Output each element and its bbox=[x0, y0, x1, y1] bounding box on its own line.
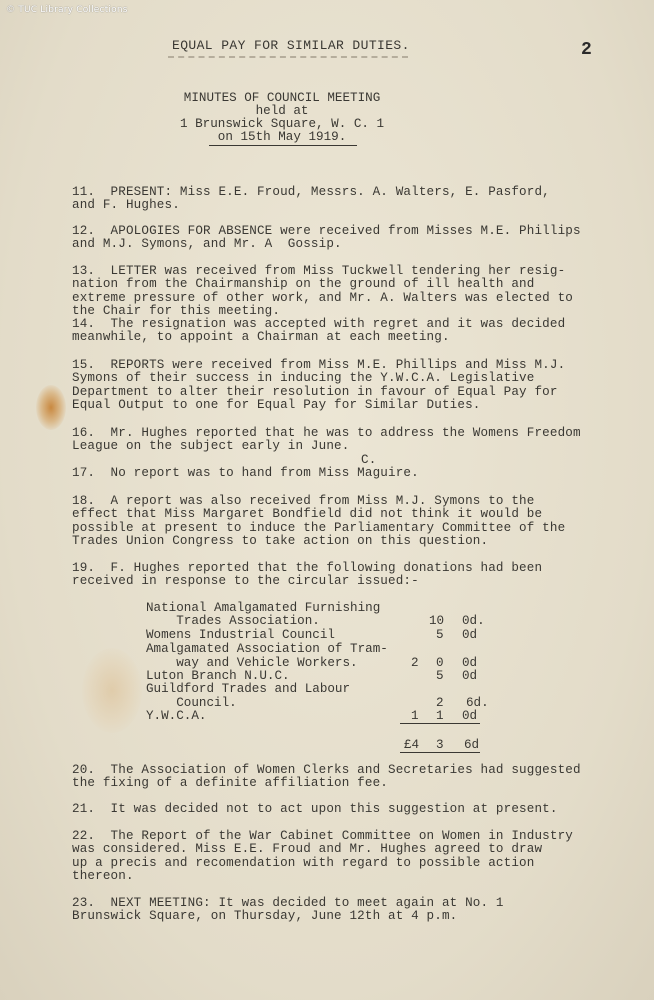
item-19-line-2: received in response to the circular issued:- bbox=[72, 574, 419, 588]
item-13-line-2: nation from the Chairmanship on the ground of ill health and bbox=[72, 277, 535, 291]
item-15-line-2: Symons of their success in inducing the Y.W.C.A. Legislative bbox=[72, 371, 535, 385]
watermark: © TUC Library Collections bbox=[6, 5, 128, 15]
donation-4-pence: 0d bbox=[462, 669, 478, 683]
item-15-line-1: 15. REPORTS were received from Miss M.E. Phillips and Miss M.J. bbox=[72, 358, 566, 372]
item-18-line-4: Trades Union Congress to take action on this question. bbox=[72, 534, 489, 548]
donation-1-name-cont: Trades Association. bbox=[146, 614, 320, 628]
donation-1-name: National Amalgamated Furnishing bbox=[146, 601, 381, 615]
item-22-line-3: up a precis and recomendation with regard to possible action bbox=[72, 856, 535, 870]
item-11-line-2: and F. Hughes. bbox=[72, 198, 180, 212]
item-17-line-1: 17. No report was to hand from Miss Maguire. bbox=[72, 466, 419, 480]
date-underline bbox=[209, 145, 357, 146]
item-22-line-2: was considered. Miss E.E. Froud and Mr. Hughes agreed to draw bbox=[72, 842, 543, 856]
item-16-line-1: 16. Mr. Hughes reported that he was to address the Womens Freedom bbox=[72, 426, 581, 440]
total-rule-top bbox=[400, 723, 480, 724]
donation-4-name: Luton Branch N.U.C. bbox=[146, 669, 290, 683]
total-rule-bottom bbox=[400, 752, 480, 753]
item-20-line-2: the fixing of a definite affiliation fee. bbox=[72, 776, 389, 790]
item-20-line-1: 20. The Association of Women Clerks and Secretaries had suggested bbox=[72, 763, 581, 777]
minutes-header bbox=[180, 92, 384, 144]
donation-5-name-cont: Council. bbox=[146, 696, 237, 710]
item-13-line-4: the Chair for this meeting. bbox=[72, 304, 281, 318]
item-14-line-2: meanwhile, to appoint a Chairman at each meeting. bbox=[72, 330, 450, 344]
item-12-line-2: and M.J. Symons, and Mr. A Gossip. bbox=[72, 237, 342, 251]
donation-6-name: Y.W.C.A. bbox=[146, 709, 207, 723]
donation-5-shillings: 2 bbox=[436, 696, 444, 710]
donation-2-name: Womens Industrial Council bbox=[146, 628, 335, 642]
donation-3-shillings: 0 bbox=[436, 656, 444, 670]
total-pence: 6d bbox=[464, 738, 480, 752]
donation-3-pence: 0d bbox=[462, 656, 478, 670]
donation-3-name: Amalgamated Association of Tram- bbox=[146, 642, 388, 656]
item-21-line-1: 21. It was decided not to act upon this suggestion at present. bbox=[72, 802, 558, 816]
total-pounds: £4 bbox=[404, 738, 420, 752]
minutes-held-at: held at bbox=[255, 104, 309, 118]
heading-divider bbox=[168, 56, 408, 58]
item-22-line-4: thereon. bbox=[72, 869, 134, 883]
item-19-line-1: 19. F. Hughes reported that the following donations had been bbox=[72, 561, 543, 575]
item-23-line-2: Brunswick Square, on Thursday, June 12th at 4 p.m. bbox=[72, 909, 458, 923]
donation-3-name-cont: way and Vehicle Workers. bbox=[146, 656, 358, 670]
item-14-line-1: 14. The resignation was accepted with regret and it was decided bbox=[72, 317, 566, 331]
donation-6-pounds: 1 bbox=[411, 709, 419, 723]
page-mark: 2 bbox=[581, 40, 592, 60]
item-22-line-1: 22. The Report of the War Cabinet Committee on Women in Industry bbox=[72, 829, 573, 843]
item-13-line-1: 13. LETTER was received from Miss Tuckwell tendering her resig- bbox=[72, 264, 566, 278]
item-18-line-3: possible at present to induce the Parliamentary Committee of the bbox=[72, 521, 566, 535]
item-15-line-3: Department to alter their resolution in favour of Equal Pay for bbox=[72, 385, 558, 399]
item-12-line-1: 12. APOLOGIES FOR ABSENCE were received from Misses M.E. Phillips bbox=[72, 224, 581, 238]
donation-1-shillings: 10 bbox=[429, 614, 445, 628]
margin-mark-c: C. bbox=[361, 453, 377, 467]
donation-2-pence: 0d bbox=[462, 628, 478, 642]
item-11-line-1: 11. PRESENT: Miss E.E. Froud, Messrs. A. Walters, E. Pasford, bbox=[72, 185, 550, 199]
minutes-title: MINUTES OF COUNCIL MEETING bbox=[183, 91, 381, 105]
donation-3-pounds: 2 bbox=[411, 656, 419, 670]
item-18-line-1: 18. A report was also received from Miss M.J. Symons to the bbox=[72, 494, 535, 508]
donation-1-pence: 0d. bbox=[462, 614, 485, 628]
item-16-line-2: League on the subject early in June. bbox=[72, 439, 350, 453]
donation-6-shillings: 1 bbox=[436, 709, 444, 723]
item-15-line-4: Equal Output to one for Equal Pay for Similar Duties. bbox=[72, 398, 481, 412]
donation-4-shillings: 5 bbox=[436, 669, 444, 683]
minutes-address: 1 Brunswick Square, W. C. 1 bbox=[180, 117, 385, 131]
document-heading: EQUAL PAY FOR SIMILAR DUTIES. bbox=[172, 38, 410, 53]
minutes-date: on 15th May 1919. bbox=[217, 130, 347, 144]
donation-5-name: Guildford Trades and Labour bbox=[146, 682, 351, 696]
donation-5-pence: 6d. bbox=[466, 696, 489, 710]
item-23-line-1: 23. NEXT MEETING: It was decided to meet again at No. 1 bbox=[72, 896, 504, 910]
total-shillings: 3 bbox=[436, 738, 444, 752]
item-18-line-2: effect that Miss Margaret Bondfield did not think it would be bbox=[72, 507, 543, 521]
item-13-line-3: extreme pressure of other work, and Mr. A. Walters was elected to bbox=[72, 291, 573, 305]
donation-6-pence: 0d bbox=[462, 709, 478, 723]
donation-2-shillings: 5 bbox=[436, 628, 444, 642]
